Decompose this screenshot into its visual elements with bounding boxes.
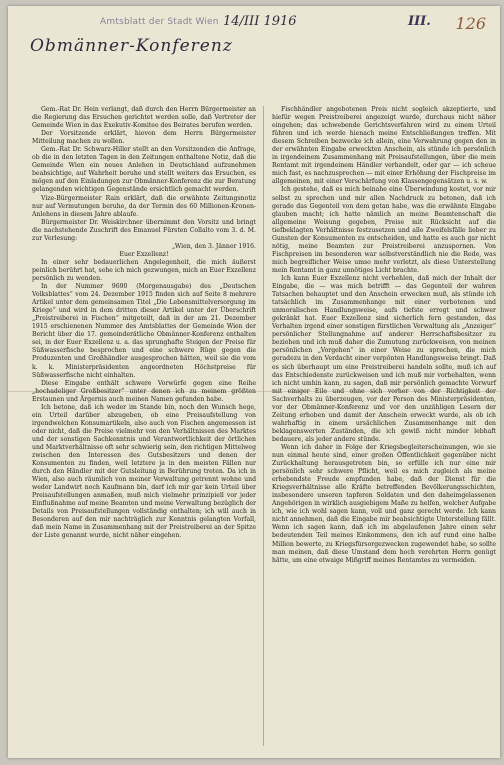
paragraph: Ich betone, daß ich weder im Stande bin, noch den Wunsch hege, ein Urteil darüber abzugeben, ob eine Preisaufstellung von irgendwelchen Konsumartikeln, also auch von Fischen angemessen ist oder nicht, daß die Preise vielmehr von den Verhältnissen des Marktes und der sonstigen Sachkenntnis und Verantwortlichkeit der örtlichen und Marktverhältnisse oft sehr schwierig sein, den richtigen Mittelweg zwischen den Interessen des Gutsbesitzers und denen der Konsumenten zu finden, weil letztere ja in den meisten Fällen nur durch den Händler mit der Gutsleitung in Berührung treten. Da ich in Wien, also auch räumlich von meiner Verwaltung getrennt wohne und weder Landwirt noch Kaufmann bin, darf ich mir gar kein Urteil über Preisaufstellungen anmaßen, muß mich vielmehr prinzipiell vor jeder Einflußnahme auf meine Beamten und meine Verwaltung bezüglich der Details von Preisaufstellungen vollständig enthalten; ich will auch in Besonderen auf den mir nachträglich zur Kenntnis gelangten Vorfall, daß mein Name in Zusammenhang mit der Preistreiberei an der Spitze der Liste genannt wurde, nicht näher eingehen. (32, 403, 256, 540)
column-divider (263, 106, 264, 746)
paragraph: Der Vorsitzende erklärt, hievon dem Herrn Bürgermeister Mitteilung machen zu wollen. (32, 130, 256, 146)
paragraph: Wenn ich daher in Folge der Kriegsbegleiterscheinungen, wie sie nun einmal heute sind, einer großen Öffentlichkeit gegenüber nicht Zurückhaltung herausgetreten bin, so erfülle ich nur eine mir persönlich sehr schwere Pflicht, weil es mich zugleich als meine erhebendste Freude empfunden habe, daß der Dienst für die Kriegsverhältnisse alle Kräfte betreffenden Bevölkerungsschichten, insbesondere unseren tapferen Soldaten und den daheimgelassenen Angehörigen in wirklich ausgiebigem Maße zu helfen, welcher Aufgabe ich, wie ich wohl sagen kann, voll und ganz gerecht werde. Ich kann nicht annehmen, daß die Eingabe mir beabsichtigte Unterstellung fällt. Wenn ich sagen kann, daß ich im abgelaufenen Jahre einen sehr bedeutenden Teil meines Einkommens, den ich auf rund eine halbe Million bewerte, zu Kriegsfürsorgezwecken zugewendet habe, so sollte man meinen, daß diese Umstand dem hoch verehrten Herrn genügt hätte, um eine etwaige Mißgriff meines Rentamtes zu vermeiden. (272, 443, 496, 564)
paragraph: Diese Eingabe enthält schwere Vorwürfe gegen eine Reihe „hochadeliger Großbesitzer“ unter denen ich zu meinem größten Erstaunen und Ärgernis auch meinen Namen gefunden habe. (32, 379, 256, 403)
paragraph: Ich kann Euer Exzellenz nicht verhehlen, daß mich der Inhalt der Eingabe, die — was mich betrifft — das Gegenteil der wahren Tatsachen behauptet und den Anschein erwecken muß, als stünde ich tatsächlich im Zusammenhange mit einer verbotenen und unmoralischen Handlungsweise, aufs tiefste erregt und schwer gekränkt hat. Euer Exzellenz sind sicherlich fern gestanden, das Verhalten irgend einer sonstigen fürstlichen Verwaltung als „Anzeiger“ persönlicher Stellungnahme auf anderer Herrschaftsbesitzer zu beziehen und ich muß daher die Zumutung zurückweisen, von meinen persönlichen „Vorgehen“ in einer Weise zu sprechen, die mich geradezu in den Verdacht einer verpönten Handlungsweise bringt. Daß es sich überhaupt um eine Preistreiberei handeln sollte, muß ich auf das Entschiedenste zurückweisen und ich muß mir vorbehalten, wenn ich nicht umhin kann, zu sagen, daß mir persönlich gemachte Vorwurf mit einiger Eile und ohne sich vorher von der Richtigkeit der Sachverhalts zu überzeugen, vor der Person des Ministerpräsidenten, vor der Obmänner-Konferenz und vor den unzähligen Lesern der Zeitung erhoben und damit der Anschein erweckt wurde, als ob ich wahrhaftig in einem ursächlichen Zusammenhange mit den beklagenswerten Zuständen, die ich gewiß nicht minder lebhaft bedauere, als jeder andere stünde. (272, 274, 496, 443)
right-column (272, 106, 496, 565)
paragraph: Fischhändler angebotenen Preis nicht sogleich akzeptierte, und hiefür wegen Preistreiberei angezeigt wurde, durchaus nicht näher eingehen; das schwebende Gerichtsverfahren wird zu einem Urteil führen und ich werde hienach meine Entschließungen treffen. Mit diesem Schreiben bezwecke ich allein, eine Verwahrung gegen den in der erwähnten Eingabe erweckten Anschein, als stünde ich persönlich in irgendeinem Zusammenhang mit Preisaufstellungen, über die mein Rentamt mit irgendeinem Händler verhandelt, oder gar — ich scheue mich fast, es nachzusprechen — mit einer Erhöhung der Fischpreise im allgemeinen, mit einer Verschärfung von Klassengegensätzen u. s. w. (272, 106, 496, 186)
publication-stamp: Amtsblatt der Stadt Wien (100, 17, 219, 27)
paragraph: Ich gestehe, daß es mich beinahe eine Überwindung kostet, vor mir selbst zu sprechen und mir allen Nachdruck zu betonen, daß ich gerade das Gegenteil von dem getan habe, was die erwähnte Eingabe glauben macht; ich hatte nämlich an meine Beamtenschaft die allgemeine Weisung gegeben, Preise mit Rücksicht auf die tiefbeklagten Verhältnisse festzusetzen und alle Zweifelsfälle lieber zu Gunsten der Konsumenten zu entscheiden, und hatte es auch gar nicht nötig, meine Beamten zur Preistreiberei anzuspornen. Von Fischpreisen im besonderen war selbstverständlich nie die Rede, was mich begreiflicher Weise umso mehr verletzt, als diese Unterstellung mein Rentamt in ganz unnötiges Licht brachte. (272, 186, 496, 274)
handwritten-title: Obmänner-Konferenz (30, 36, 233, 56)
paragraph: Gem.-Rat Dr. Schwarz-Hiller stellt an den Vorsitzenden die Anfrage, ob die in den letzten Tagen in den Zeitungen enthaltene Notiz, daß die Gemeinde Wien ein neues Anlehen in Deutschland aufzunehmen beabsichtige, auf Wahrheit beruhe und stellt weiters das Ersuchen, es mögen auf den Einladungen zur Obmänner-Konferenz die zur Beratung gelangenden wichtigen Gegenstände ersichtlich gemacht werden. (32, 146, 256, 194)
letter-salutation: Euer Exzellenz! (119, 250, 169, 258)
paragraph: In der Nummer 9690 (Morgenausgabe) des „Deutschen Volksblattes“ vom 24. Dezember 1915 finden sich auf Seite 8 mehrere Artikel unter dem gemeinsamen Titel „Die Lebensmittelversorgung im Kriege“ und wird in dem dritten dieser Artikel unter der Überschrift „Preistreiberei in Fischen“ mitgeteilt, daß in der am 21. Dezember 1915 erschienenen Nummer des Amtsblattes der Gemeinde Wien der Bericht über die 17. gemeinderätliche Obmänner-Konferenz enthalten sei, in der Euer Exzellenz u. a. das sprunghafte Steigen der Preise für Süßwasserfische besprochen und eine schwere Rüge gegen die Produzenten und Großhändler ausgesprochen hätten, weil sie die vom k. k. Ministerpräsidenten angeordneten Höchstpreise für Süßwasserfische nicht einhalten. (32, 283, 256, 379)
handwritten-date: 14/III 1916 (223, 14, 297, 29)
document-page (8, 6, 500, 758)
left-column (32, 106, 256, 541)
folio-mark: III. (408, 14, 431, 29)
paragraph: Bürgermeister Dr. Weiskirchner übernimmt den Vorsitz und bringt die nachstehende Zuschrift des Emanuel Fürsten Collalto vom 3. d. M. zur Verlesung: (32, 218, 256, 242)
paragraph: In einer sehr bedauerlichen Angelegenheit, die mich äußerst peinlich berührt hat, sehe ich mich gezwungen, mich an Euer Exzellenz persönlich zu wenden. (32, 258, 256, 282)
paragraph: Vize-Bürgermeister Rain erklärt, daß die erwähnte Zeitungsnotiz nur auf Vermutungen beruhe, da der Termin des 60 Millionen-Kronen-Anlehens in diesem Jahre ablaufe. (32, 194, 256, 218)
paragraph: Gem.-Rat Dr. Hein verlangt, daß durch den Herrn Bürgermeister an die Regierung das Ersuchen gerichtet werden solle, daß Vertreter der Gemeinde Wien in das Exekutiv-Komitee des Beirates berufen werden. (32, 106, 256, 130)
page-number: 126 (455, 14, 486, 33)
letter-dateline: „Wien, den 3. Jänner 1916. (171, 242, 256, 250)
